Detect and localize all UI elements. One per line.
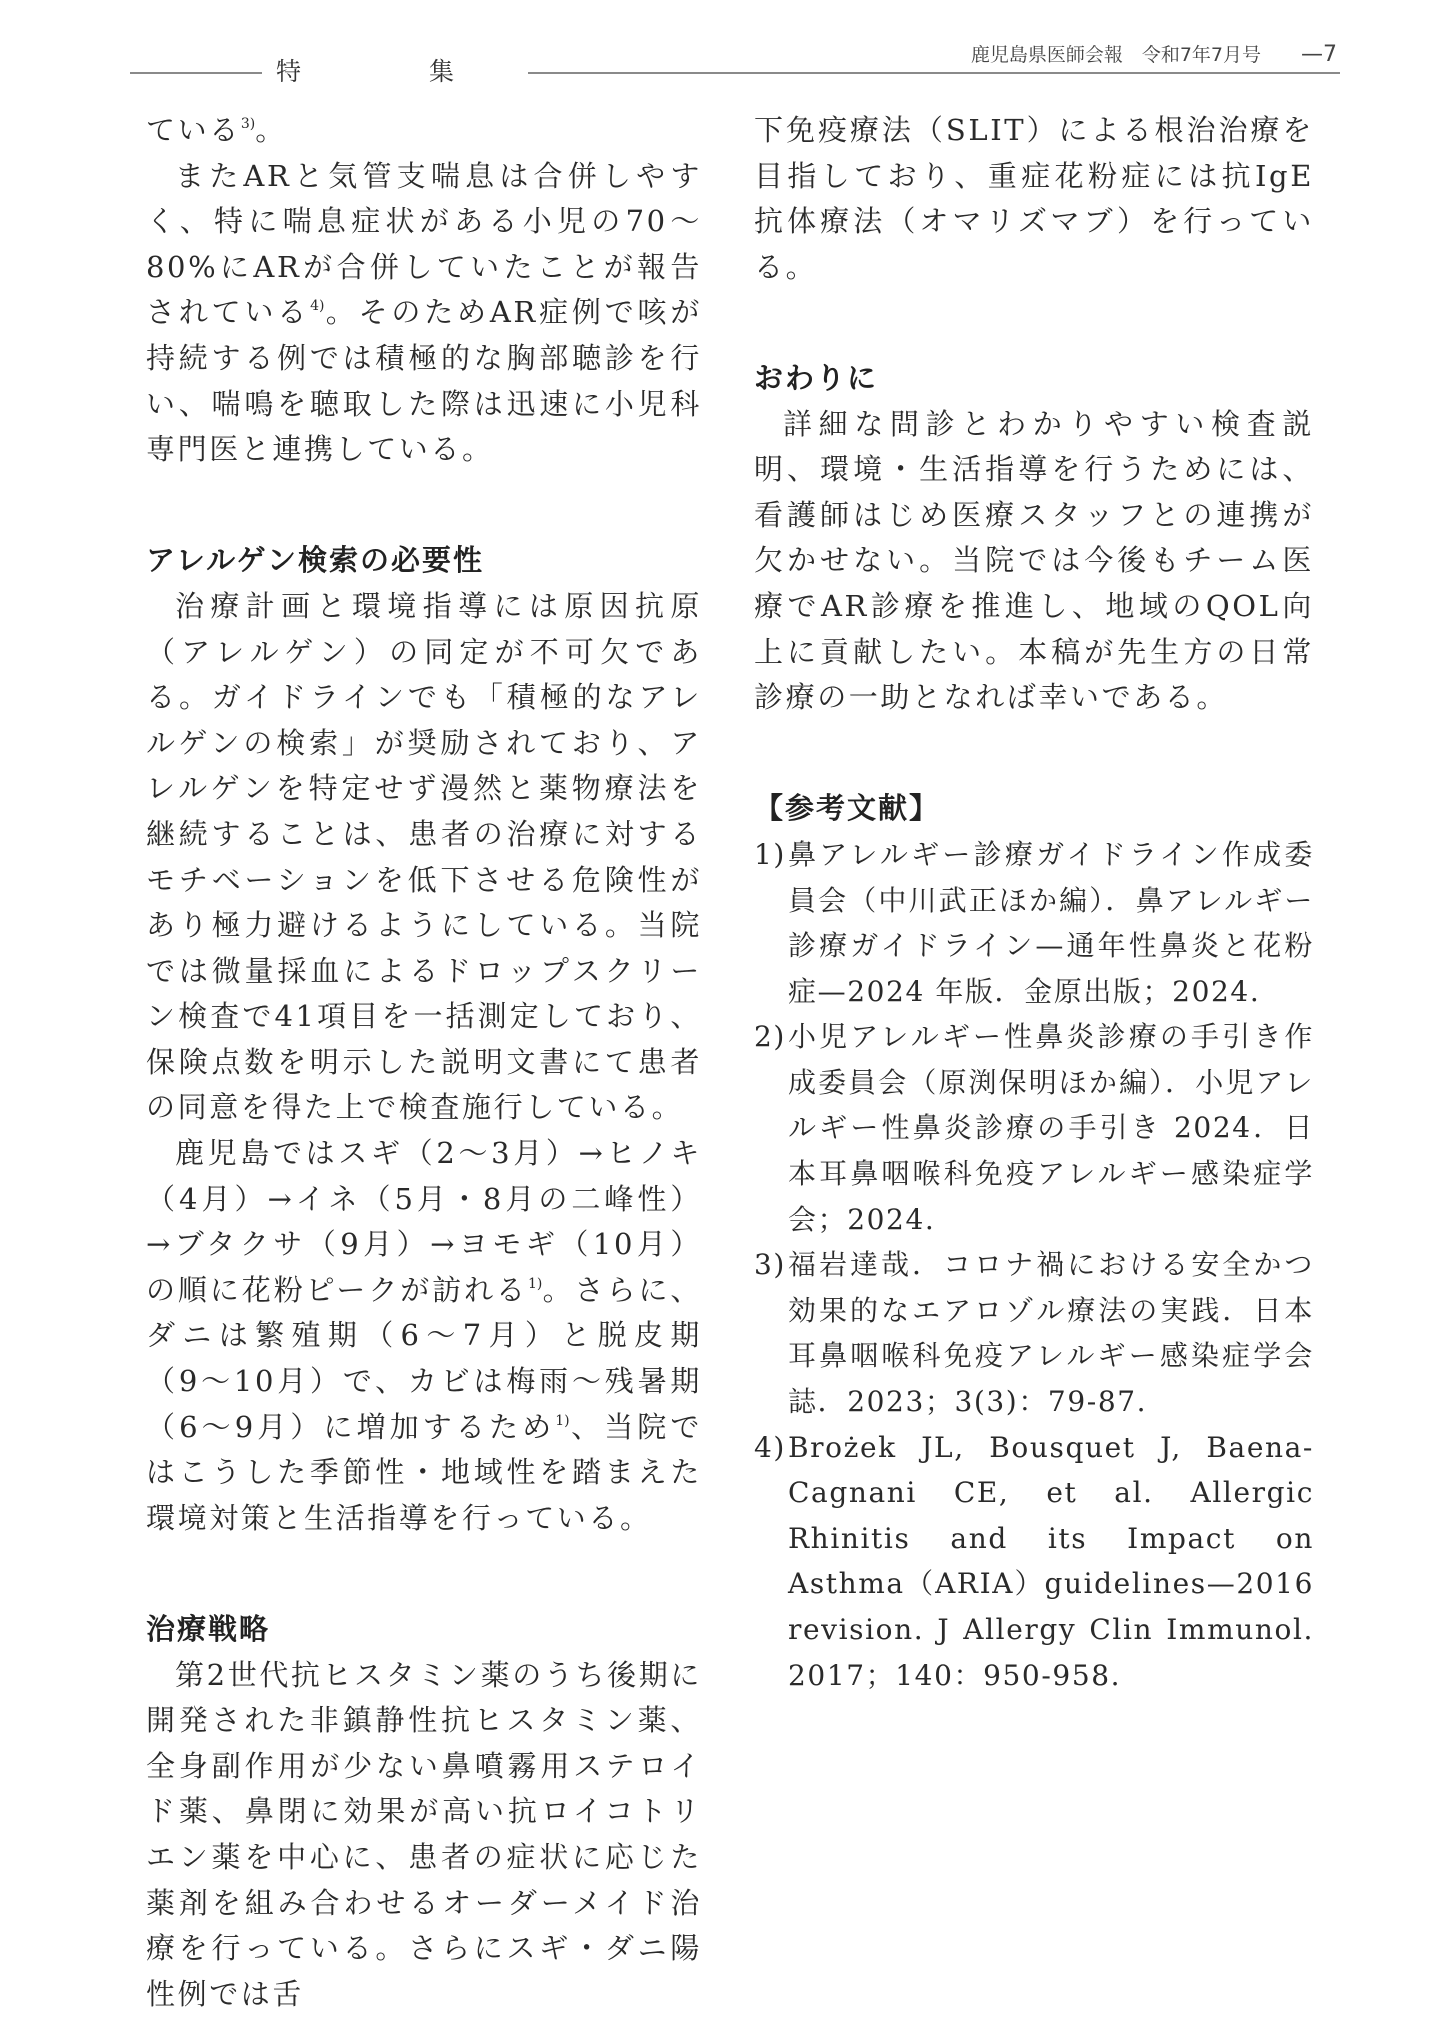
text: 、当院ではこうした季節性・地域性を踏まえた環境対策と生活指導を行っている。	[146, 1409, 702, 1535]
text: 。	[255, 113, 287, 147]
reference-text: 福岩達哉．コロナ禍における安全かつ効果的なエアロゾル療法の実践．日本耳鼻咽喉科免疫アレルギー感染症学会誌．2023；3(3)：79-87.	[788, 1248, 1314, 1419]
text: 鹿児島ではスギ（2〜3月）→ヒノキ（4月）→イネ（5月・8月の二峰性）→ブタクサ（9月）→ヨモギ（10月）の順に花粉ピークが訪れる	[146, 1136, 702, 1307]
citation-sup: 3)	[240, 116, 256, 132]
reference-number: 3)	[754, 1248, 786, 1282]
text: 。そのためAR症例で咳が持続する例では積極的な胸部聴診を行い、喘鳴を聴取した際は迅速に小児科専門医と連携している。	[146, 295, 702, 467]
reference-text: 小児アレルギー性鼻炎診療の手引き作成委員会（原渕保明ほか編）．小児アレルギー性鼻炎診療の手引き 2024．日本耳鼻咽喉科免疫アレルギー感染症学会；2024.	[788, 1020, 1314, 1236]
reference-text: Brożek JL, Bousquet J, Baena-Cagnani CE, et al. Allergic Rhinitis and its Impact on Asthma（ARIA）guidelines—2016 revision. J Allergy Clin Immunol. 2017；140：950-958.	[788, 1430, 1314, 1692]
paragraph-slit: 下免疫療法（SLIT）による根治治療を目指しており、重症花粉症には抗IgE抗体療法（オマリズマブ）を行っている。	[754, 113, 1314, 284]
reference-item	[754, 1242, 1314, 1424]
section-label: 特 集	[262, 52, 528, 88]
reference-number: 1)	[754, 837, 786, 871]
text: 。さらに、ダニは繁殖期（6〜7月）と脱皮期（9〜10月）で、カビは梅雨〜残暑期（6〜9月）に増加するため	[146, 1272, 702, 1444]
citation-sup: 1)	[555, 1412, 570, 1429]
paragraph-allergen: 治療計画と環境指導には原因抗原（アレルゲン）の同定が不可欠である。ガイドラインでも「積極的なアレルゲンの検索」が奨励されており、アレルゲンを特定せず漫然と薬物療法を継続することは、患者の治療に対するモチベーションを低下させる危険性があり極力避けるようにしている。当院では微量採血によるドロップスクリーン検査で41項目を一括測定しており、保険点数を明示した説明文書にて患者の同意を得た上で検査施行している。	[146, 588, 702, 1125]
paragraph-asthma	[146, 154, 702, 473]
text: ている	[146, 113, 241, 147]
right-column	[754, 108, 1314, 1698]
reference-item	[754, 832, 1314, 1014]
heading-treatment-strategy: 治療戦略	[146, 1612, 271, 1646]
page-number: —7	[1301, 42, 1337, 67]
heading-references: 【参考文献】	[754, 791, 941, 826]
reference-text: 鼻アレルギー診療ガイドライン作成委員会（中川武正ほか編）．鼻アレルギー診療ガイドライン—通年性鼻炎と花粉症—2024 年版．金原出版；2024.	[788, 837, 1314, 1008]
reference-number: 4)	[754, 1430, 786, 1464]
journal-title: 鹿児島県医師会報 令和7年7月号	[970, 44, 1261, 66]
reference-list	[754, 832, 1314, 1698]
citation-sup: 4)	[310, 298, 325, 315]
running-header	[971, 40, 1337, 67]
text: またARと気管支喘息は合併しやすく、特に喘息症状がある小児の70〜80%にARが合併していたことが報告されている	[146, 158, 702, 330]
left-column	[146, 108, 702, 2017]
reference-number: 2)	[754, 1020, 786, 1054]
paragraph-conclusion: 詳細な問診とわかりやすい検査説明、環境・生活指導を行うためには、看護師はじめ医療スタッフとの連携が欠かせない。当院では今後もチーム医療でAR診療を推進し、地域のQOL向上に貢献したい。本稿が先生方の日常診療の一助となれば幸いである。	[754, 406, 1314, 715]
paragraph-pollen-season	[146, 1131, 702, 1541]
citation-sup: 1)	[527, 1275, 543, 1292]
paragraph-treatment: 第2世代抗ヒスタミン薬のうち後期に開発された非鎮静性抗ヒスタミン薬、全身副作用が少ない鼻噴霧用ステロイド薬、鼻閉に効果が高い抗ロイコトリエン薬を中心に、患者の症状に応じた薬剤を組み合わせるオーダーメイド治療を行っている。さらにスギ・ダニ陽性例では舌	[146, 1657, 702, 2011]
reference-item	[754, 1014, 1314, 1242]
paragraph-continuation	[146, 108, 702, 154]
heading-allergen-search: アレルゲン検索の必要性	[146, 543, 484, 578]
reference-item	[754, 1425, 1314, 1699]
heading-conclusion: おわりに	[754, 360, 879, 395]
